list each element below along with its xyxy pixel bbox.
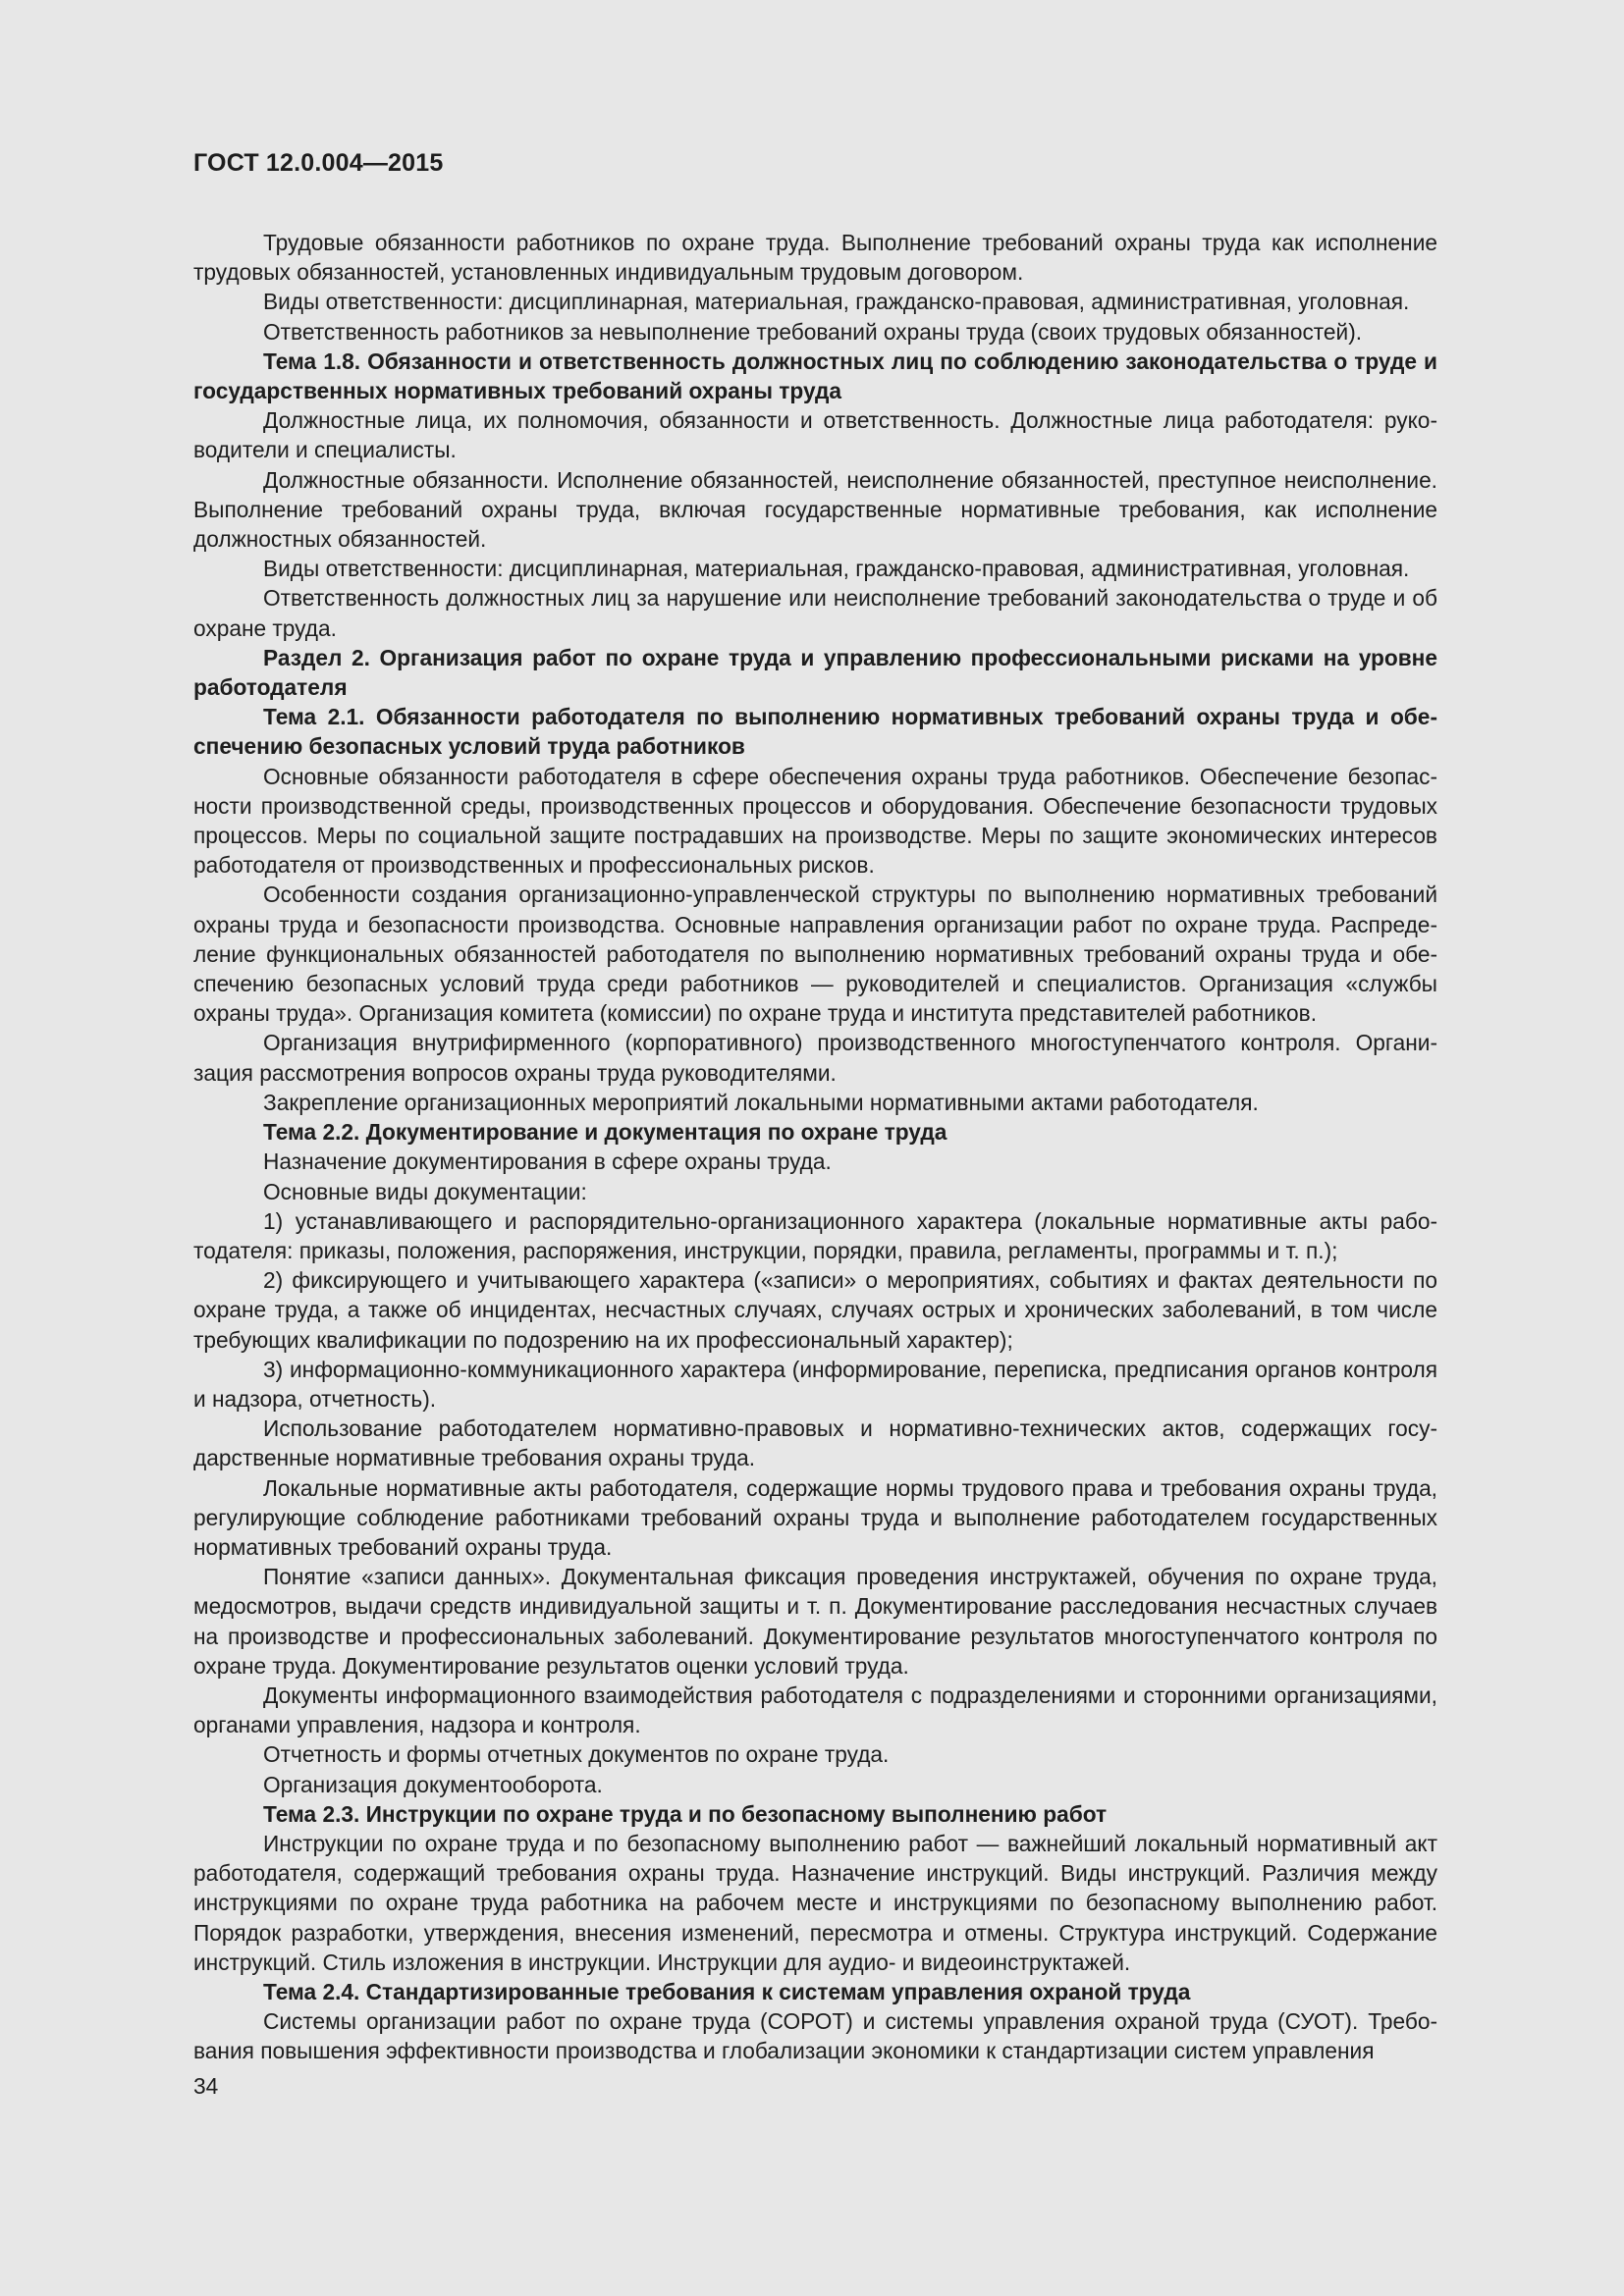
body-paragraph: Виды ответственности: дисциплинарная, материальная, гражданско-правовая, административная, уголовная. (263, 289, 1410, 315)
body-paragraph: Виды ответственности: дисциплинарная, материальная, гражданско-правовая, административная, уголовная. (263, 556, 1410, 582)
section-heading: Тема 2.4. Стандартизированные требования к системам управления охраной труда (263, 1978, 1191, 2004)
standard-header: ГОСТ 12.0.004—2015 (193, 149, 444, 177)
body-paragraph: 2) фиксирующего и учитывающего характера («записи» о мероприятиях, событиях и фактах деятельности по охране труда, а также об инцидентах, несчастных случаях, случаях острых и хронических заболеваний, в том числе требующих квалификации по подозрению на их профессиональный характер); (193, 1267, 1437, 1353)
body-paragraph: Локальные нормативные акты работодателя, содержащие нормы трудового права и требования охраны труда, регулирующие соблюдение работниками требований охраны труда и выполнение работодателем государственных нормативных требований охраны труда. (193, 1474, 1437, 1560)
body-paragraph: 1) устанавливающего и распорядительно-организационного характера (локальные нормативные акты работодателя: приказы, положения, распоряжения, инструкции, порядки, правила, регламенты, программы и т. п.); (193, 1207, 1437, 1263)
body-paragraph: Должностные лица, их полномочия, обязанности и ответственность. Должностные лица работодателя: руководители и специалисты. (193, 407, 1437, 463)
body-paragraph: Должностные обязанности. Исполнение обязанностей, неисполнение обязанностей, преступное неисполнение. Выполнение требований охраны труда, включая государственные нормативные требования, как исполнение должностных обязанностей. (193, 466, 1437, 553)
body-paragraph: Трудовые обязанности работников по охране труда. Выполнение требований охраны труда как исполнение трудовых обязанностей, установленных индивидуальным трудовым договором. (193, 230, 1437, 286)
body-paragraph: Системы организации работ по охране труда (СОРОТ) и системы управления охраной труда (СУОТ). Требования повышения эффективности производства и глобализации экономики к стандартизации систем управления (193, 2008, 1437, 2064)
section-heading: Тема 2.2. Документирование и документация по охране труда (263, 1119, 947, 1146)
body-paragraph: Организация внутрифирменного (корпоративного) производственного многоступенчатого контроля. Организация рассмотрения вопросов охраны труда руководителями. (193, 1030, 1437, 1086)
body-paragraph: Закрепление организационных мероприятий локальными нормативными актами работодателя. (263, 1089, 1259, 1115)
body-paragraph: Особенности создания организационно-управленческой структуры по выполнению нормативных требований охраны труда и безопасности производства. Основные направления организации работ по охране труда. Распределение функциональных обязанностей работодателя по выполнению нормативных требований охраны труда и обеспечению безопасных условий труда среди работников — руководителей и специалистов. Организация «службы охраны труда». Организация комитета (комиссии) по охране труда и института представителей работников. (193, 881, 1437, 1027)
body-paragraph: Основные обязанности работодателя в сфере обеспечения охраны труда работников. Обеспечение безопасности производственной среды, производственных процессов и оборудования. Обеспечение безопасности трудовых процессов. Меры по социальной защите пострадавших на производстве. Меры по защите экономических интересов работодателя от производственных и профессиональных рисков. (193, 763, 1437, 879)
body-paragraph: 3) информационно-коммуникационного характера (информирование, переписка, предписания органов контроля и надзора, отчетность). (193, 1356, 1437, 1412)
section-heading: Тема 2.1. Обязанности работодателя по выполнению нормативных требований охраны труда и обеспечению безопасных условий труда работников (193, 704, 1437, 760)
body-paragraph: Назначение документирования в сфере охраны труда. (263, 1148, 832, 1175)
section-heading: Тема 2.3. Инструкции по охране труда и по безопасному выполнению работ (263, 1800, 1108, 1827)
body-paragraph: Отчетность и формы отчетных документов по охране труда. (263, 1741, 890, 1768)
document-body (193, 228, 1437, 2066)
body-paragraph: Документы информационного взаимодействия работодателя с подразделениями и сторонними организациями, органами управления, надзора и контроля. (193, 1682, 1437, 1738)
body-paragraph: Понятие «записи данных». Документальная фиксация проведения инструктажей, обучения по охране труда, медосмотров, выдачи средств индивидуальной защиты и т. п. Документирование расследования несчастных случаев на производстве и профессиональных заболеваний. Документирование результатов многоступенчатого контроля по охране труда. Документирование результатов оценки условий труда. (193, 1564, 1437, 1679)
body-paragraph: Ответственность должностных лиц за нарушение или неисполнение требований законодательства о труде и об охране труда. (193, 585, 1437, 641)
section-heading: Тема 1.8. Обязанности и ответственность должностных лиц по соблюдению законодательства о труде и государственных нормативных требований охраны труда (193, 347, 1437, 404)
body-paragraph: Инструкции по охране труда и по безопасному выполнению работ — важнейший локальный нормативный акт работодателя, содержащий требования охраны труда. Назначение инструкций. Виды инструкций. Различия между инструкциями по охране труда работника на рабочем месте и инструкциями по безопасному выполнению работ. Порядок разработки, утверждения, внесения изменений, пересмотра и отмены. Структура инструкций. Содержание инструкций. Стиль изложения в инструкции. Инструкции для аудио- и видеоинструктажей. (193, 1830, 1437, 1975)
body-paragraph: Использование работодателем нормативно-правовых и нормативно-технических актов, содержащих государственные нормативные требования охраны труда. (193, 1415, 1437, 1471)
section-heading: Раздел 2. Организация работ по охране труда и управлению профессиональными рисками на уровне работодателя (193, 644, 1437, 701)
body-paragraph: Организация документооборота. (263, 1771, 603, 1797)
body-paragraph: Ответственность работников за невыполнение требований охраны труда (своих трудовых обязанностей). (263, 318, 1363, 345)
page-number: 34 (193, 2073, 219, 2099)
body-paragraph: Основные виды документации: (263, 1178, 587, 1204)
